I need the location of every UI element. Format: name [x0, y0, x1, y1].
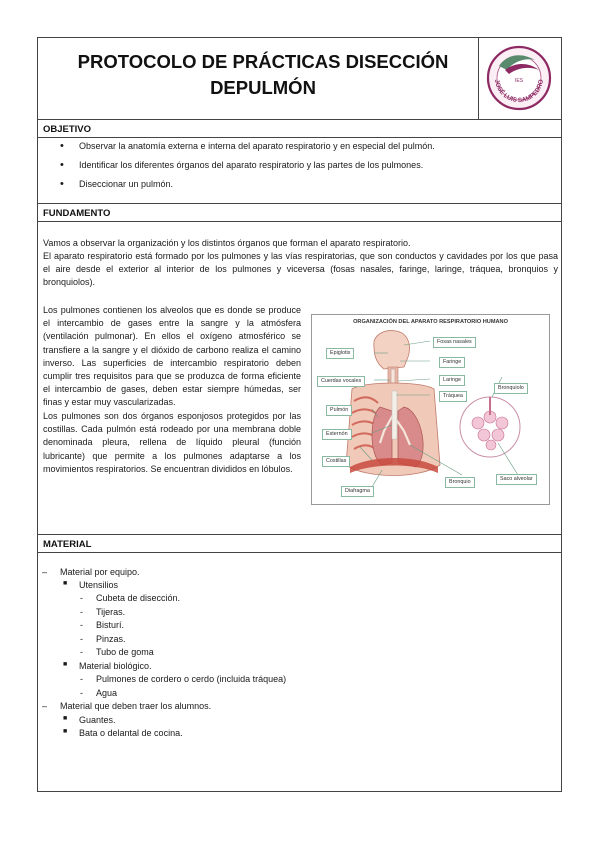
- list-item: Bisturí.: [96, 620, 125, 630]
- label-laringe: Laringe: [439, 375, 465, 386]
- list-item: • Identificar los diferentes órganos del aparato respiratorio y las partes de los pulmones.: [60, 156, 435, 175]
- logo-small-text: IES: [514, 78, 524, 84]
- list-item: Agua: [96, 688, 118, 698]
- respiratory-system-figure: [311, 314, 550, 505]
- label-fosas-nasales: Fosas nasales: [433, 337, 476, 348]
- dash-marker: -: [80, 674, 83, 684]
- school-logo: [485, 44, 553, 112]
- list-item: Tubo de goma: [96, 647, 154, 657]
- divider: [478, 38, 479, 119]
- label-faringe: Faringe: [439, 357, 465, 368]
- divider: [38, 552, 561, 553]
- fundamento-paragraph-3: Los pulmones contienen los alveolos que es donde se produce el intercambio de gases entre la sangre y la atmósfera (ventilación pulmonar). En ellos el oxígeno atmosférico se transfiere a la sangre y el dióxido de carbono realiza el camino inverso. Las superficies de intercambio respiratorio deben cumplir tres requisitos para que se produzca de forma eficiente el intercambio de gases, deben estar siempre húmedas, ser finas y estar muy vascularizadas.: [43, 305, 301, 408]
- title-line-1: PROTOCOLO DE PRÁCTICAS DISECCIÓN: [77, 51, 449, 72]
- fundamento-paragraph-2: El aparato respiratorio está formado por los pulmones y las vías respiratorias, que son conductos y cavidades por los que pasa el aire desde el exterior al interior de los pulmones y viceversa (fosas nasales, faringe, laringe, tráquea, bronquios y bronquiolos).: [43, 251, 558, 288]
- dash-marker: –: [42, 567, 48, 577]
- square-bullet: ■: [63, 728, 68, 735]
- list-item: Pinzas.: [96, 634, 126, 644]
- dash-marker: -: [80, 647, 83, 657]
- fundamento-heading: FUNDAMENTO: [43, 208, 111, 219]
- dash-marker: -: [80, 688, 83, 698]
- fundamento-paragraph-4: Los pulmones son dos órganos esponjosos protegidos por las costillas. Cada pulmón está rodeado por una membrana doble denominada pleura, rellena de líquido pleural (función lubricante) que permite a los pulmones adaptarse a los movimientos respiratorios. Se encuentran divididos en lóbulos.: [43, 411, 301, 474]
- list-item: Bata o delantal de cocina.: [79, 728, 183, 738]
- label-saco-alveolar: Saco alveolar: [496, 474, 537, 485]
- logo-text: JOSÉ LUIS SAMPEDRO: [493, 78, 546, 105]
- fundamento-paragraph-1: Vamos a observar la organización y los distintos órganos que forman el aparato respiratorio.: [43, 238, 411, 248]
- dash-marker: -: [80, 607, 83, 617]
- label-traquea: Tráquea: [439, 391, 467, 402]
- dash-marker: -: [80, 634, 83, 644]
- dash-marker: -: [80, 593, 83, 603]
- page-title: [48, 49, 478, 101]
- list-item: Material que deben traer los alumnos.: [60, 701, 212, 711]
- list-item: Tijeras.: [96, 607, 126, 617]
- label-cuerdas-vocales: Cuerdas vocales: [317, 376, 365, 387]
- label-costillas: Costillas: [322, 456, 350, 467]
- divider: [38, 534, 561, 535]
- objetivo-list: [60, 137, 435, 194]
- list-item: • Observar la anatomía externa e interna del aparato respiratorio y en especial del pulmón.: [60, 137, 435, 156]
- label-epiglotis: Epiglotis: [326, 348, 354, 359]
- label-esternon: Esternón: [322, 429, 352, 440]
- divider: [38, 221, 561, 222]
- dash-marker: –: [42, 701, 48, 711]
- list-item: Material por equipo.: [60, 567, 140, 577]
- label-bronquio: Bronquio: [445, 477, 475, 488]
- square-bullet: ■: [63, 580, 68, 587]
- title-line-2: DEPULMÓN: [210, 77, 316, 98]
- material-heading: MATERIAL: [43, 539, 92, 550]
- head-shape: [374, 331, 410, 369]
- divider: [38, 119, 561, 120]
- divider: [38, 203, 561, 204]
- figure-title: ORGANIZACIÓN DEL APARATO RESPIRATORIO HUMANO: [353, 319, 508, 325]
- list-item: Cubeta de disección.: [96, 593, 181, 603]
- label-bronquiolo: Bronquiolo: [494, 383, 528, 394]
- label-pulmon: Pulmón: [326, 405, 352, 416]
- square-bullet: ■: [63, 661, 68, 668]
- dash-marker: -: [80, 620, 83, 630]
- list-item: Guantes.: [79, 715, 116, 725]
- list-item: • Diseccionar un pulmón.: [60, 175, 435, 194]
- objetivo-heading: OBJETIVO: [43, 124, 92, 135]
- label-diafragma: Diafragma: [341, 486, 374, 497]
- list-item: Material biológico.: [79, 661, 152, 671]
- list-item: Pulmones de cordero o cerdo (incluida tráquea): [96, 674, 287, 684]
- square-bullet: ■: [63, 715, 68, 722]
- list-item: Utensilios: [79, 580, 119, 590]
